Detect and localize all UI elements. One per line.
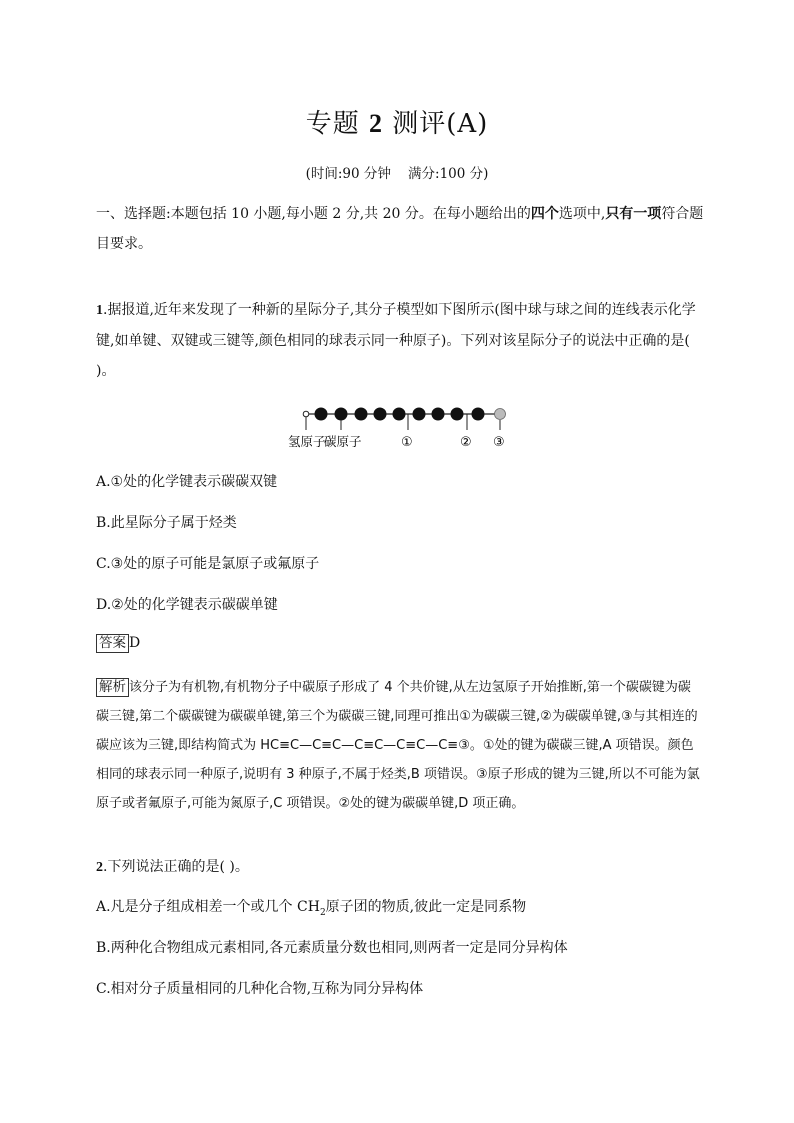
q2-option-a: A.凡是分子组成相差一个或几个 $CH_2$原子团的物质,彼此一定是同系物 bbox=[96, 899, 527, 918]
carbon-label: 碳原子 bbox=[324, 434, 362, 449]
analysis-label: 解析 bbox=[96, 678, 129, 697]
carbon-atom-1 bbox=[315, 408, 328, 421]
option-b: B.此星际分子属于烃类 bbox=[96, 515, 237, 531]
atom-3 bbox=[495, 409, 506, 420]
page-title: 专题 2 测评(A) bbox=[305, 109, 489, 139]
carbon-atom-7 bbox=[432, 408, 445, 421]
question-1-stem: 1.据报道,近年来发现了一种新的星际分子,其分子模型如下图所示(图中球与球之间的连线表示化学键,如单键、双键或三键等,颜色相同的球表示同一种原子)。下列对该星际分子的说法中正确的是( )。 bbox=[96, 302, 696, 379]
hydrogen-label: 氢原子 bbox=[288, 434, 326, 449]
carbon-atom-5 bbox=[393, 408, 406, 421]
answer-value: D bbox=[129, 635, 141, 651]
option-c: C.③处的原子可能是氯原子或氟原子 bbox=[96, 556, 320, 572]
carbon-atom-6 bbox=[413, 408, 426, 421]
answer-line bbox=[96, 634, 140, 653]
carbon-atom-4 bbox=[374, 408, 387, 421]
carbon-atom-2 bbox=[335, 408, 348, 421]
marker-1: ① bbox=[401, 435, 413, 450]
marker-3: ③ bbox=[493, 435, 505, 450]
carbon-atom-9 bbox=[472, 408, 485, 421]
analysis-block bbox=[96, 673, 702, 818]
analysis-text: 该分子为有机物,有机物分子中碳原子形成了 4 个共价键,从左边氢原子开始推断,第一个碳碳键为碳碳三键,第二个碳碳键为碳碳单键,第三个为碳碳三键,同理可推出①为碳碳三键,②为碳碳单键,③与其相连的碳应该为三键,即结构简式为 HC≡C—C≡C—C≡C—C≡C—C≡③。①处的键为碳碳三键,A 项错误。颜色相同的球表示同一种原子,说明有 3 种原子,不属于烃类,B 项错误。③原子形成的键为三键,所以不可能为氯原子或者氟原子,可能为氮原子,C 项错误。②处的键为碳碳单键,D 项正确。 bbox=[96, 680, 700, 811]
q2-option-b: B.两种化合物组成元素相同,各元素质量分数也相同,则两者一定是同分异构体 bbox=[96, 940, 568, 956]
section-instructions: 一、选择题:本题包括 10 小题,每小题 2 分,共 20 分。在每小题给出的四个选项中,只有一项符合题目要求。 bbox=[96, 206, 704, 252]
q2-option-c: C.相对分子质量相同的几种化合物,互称为同分异构体 bbox=[96, 981, 424, 997]
answer-label: 答案 bbox=[96, 634, 129, 653]
molecule-diagram bbox=[280, 400, 520, 456]
carbon-atoms bbox=[315, 408, 485, 421]
carbon-atom-8 bbox=[451, 408, 464, 421]
question-2-stem: 2.下列说法正确的是( )。 bbox=[96, 859, 249, 875]
marker-2: ② bbox=[460, 435, 472, 450]
option-a: A.①处的化学键表示碳碳双键 bbox=[96, 474, 278, 490]
hydrogen-atom bbox=[303, 411, 309, 417]
exam-info: (时间:90 分钟 满分:100 分) bbox=[305, 166, 489, 182]
carbon-atom-3 bbox=[355, 408, 368, 421]
option-d: D.②处的化学键表示碳碳单键 bbox=[96, 597, 278, 613]
